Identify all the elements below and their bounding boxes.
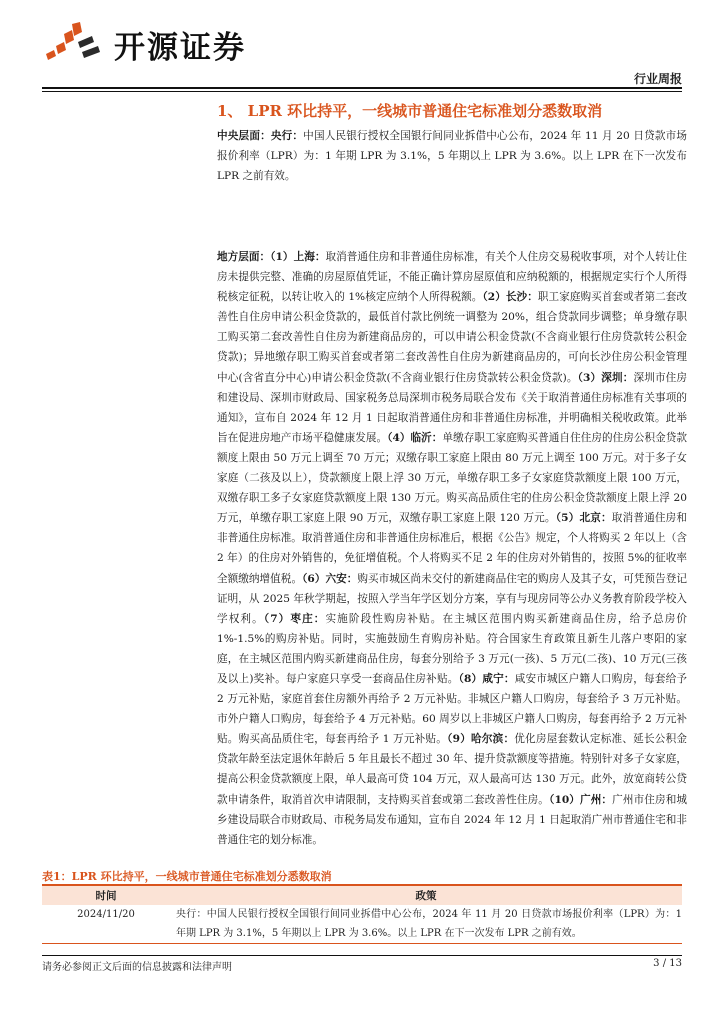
central-paragraph <box>217 126 687 186</box>
central-text: 中国人民银行授权全国银行间同业拆借中心公布，2024 年 11 月 20 日贷款市场报价利率（LPR）为：1 年期 LPR 为 3.1%，5 年期以上 LPR 为 3.6%。以上 LPR 在下一次发布 LPR 之前有效。 <box>217 130 687 183</box>
city-label-beijing: （5）北京： <box>555 512 612 525</box>
city-text-luan: 购买市城区尚未交付的新建商品住宅的购房人及其子女，可凭预告登记证明，从 2025 年秋学期起，按照入学当年学区划分方案，享有与现房同等公办义务教育阶段学校入学权利。 <box>217 572 688 625</box>
city-label-linyi: （4）临沂： <box>387 431 443 444</box>
city-text-harbin: 优化房屋套数认定标准、延长公积金贷款年龄至法定退休年龄后 5 年且最长不超过 30 年、提升贷款额度等措施。特别针对多子女家庭，提高公积金贷款额度上限，单人最高可贷 104 万元，双人最高可达 130 万元。此外，放宽商转公贷款申请条件，取消首次申请限制，支持购买首套或第二套改善性住房。 <box>217 733 688 806</box>
local-paragraph <box>217 247 687 850</box>
table-header-policy: 政策 <box>415 890 437 902</box>
table-cell-time: 2024/11/20 <box>77 909 135 920</box>
footer-disclaimer: 请务必参阅正文后面的信息披露和法律声明 <box>42 962 232 973</box>
city-text-guangzhou: 广州市住房和城乡建设局联合市财政局、市税务局发布通知，宣布自 2024 年 12 月 1 日起取消广州市普通住宅和非普通住宅的划分标准。 <box>217 793 688 846</box>
city-label-harbin: （9）哈尔滨： <box>447 733 515 746</box>
city-label-xianning: （8）咸宁： <box>458 672 515 685</box>
central-label: 中央层面：央行： <box>217 130 304 142</box>
table-header-row <box>42 886 682 905</box>
city-text-beijing: 取消普通住房和非普通住房标准。取消普通住房和非普通住房标准后，根据《公告》规定，个人将购买 2 年以上（含 2 年）的住房对外销售的，免征增值税。个人将购买不足 2 年的住房对外销售的，按照 5%的征收率全额缴纳增值税。 <box>217 512 688 585</box>
city-label-zaozhuang: （7）枣庄： <box>263 612 326 625</box>
table-cell-policy: 央行：中国人民银行授权全国银行间同业拆借中心公布，2024 年 11 月 20 日贷款市场报价利率（LPR）为：1 年期 LPR 为 3.1%，5 年期以上 LPR 为 3.6%。以上 LPR 在下一次发布 LPR 之前有效。 <box>176 909 682 939</box>
local-label: 地方层面： <box>217 251 271 263</box>
section-title: 1、 LPR 环比持平，一线城市普通住宅标准划分悉数取消 <box>217 102 603 120</box>
brand-logo <box>42 20 282 68</box>
page-number: 3 / 13 <box>653 958 682 969</box>
footer-rule <box>42 955 682 956</box>
report-type-tag: 行业周报 <box>633 72 682 86</box>
city-label-guangzhou: （10）广州： <box>549 793 613 806</box>
brand-name: 开源证券 <box>114 29 246 66</box>
city-text-shenzhen: 深圳市住房和建设局、深圳市财政局、国家税务总局深圳市税务局联合发布《关于取消普通住房标准有关事项的通知》，宣布自 2024 年 12 月 1 日起取消普通住房和非普通住房标准，并明确相关税收政策。此举旨在促进房地产市场平稳健康发展。 <box>217 371 688 444</box>
city-label-shanghai: （1）上海： <box>270 251 326 263</box>
header-rule-thin <box>42 91 682 92</box>
city-text-xianning: 咸安市城区户籍人口购房，每套给予 2 万元补贴，家庭首套住房额外再给予 2 万元补贴。非城区户籍人口购房，每套给予 3 万元补贴。市外户籍人口购房，每套给予 4 万元补贴。60 周岁以上非城区户籍人口购房，每套再给予 2 万元补贴。购买高品质住宅，每套再给予 1 万元补贴。 <box>217 672 687 746</box>
brand-logo-icon <box>42 20 106 68</box>
table-bottom-rule <box>42 943 682 944</box>
city-label-luan: （6）六安： <box>302 572 358 585</box>
city-text-zaozhuang: 实施阶段性购房补贴。在主城区范围内购买新建商品住房，给予总房价 1%-1.5%的购房补贴。同时，实施鼓励生育购房补贴。符合国家生育政策且新生儿落户枣阳的家庭，在主城区范围内购买新建商品住房，每套分别给予 3 万元(一孩)、5 万元(二孩)、10 万元(三孩及以上)奖补。每户家庭只享受一套商品住房补贴。 <box>217 612 688 685</box>
table-title: 表1：LPR 环比持平，一线城市普通住宅标准划分悉数取消 <box>42 870 332 883</box>
table-header-time: 时间 <box>95 890 117 902</box>
city-label-shenzhen: （3）深圳： <box>577 371 634 384</box>
header-rule <box>42 87 682 89</box>
city-text-changsha: 职工家庭购买首套或者第二套改善性自住房申请公积金贷款的，最低首付款比例统一调整为 20%，组合贷款同步调整；单身缴存职工购买第二套改善性自住房为新建商品房的，可以申请公积金贷款(不含商业银行住房贷款转公积金贷款)；异地缴存职工购买首套或者第二套改善性自住房为新建商品房的，可向长沙住房公积金管理中心(含省直分中心)申请公积金贷款(不含商业银行住房贷款转公积金贷款)。 <box>217 291 688 384</box>
table-row <box>42 905 682 943</box>
city-text-linyi: 单缴存职工家庭购买普通自住住房的住房公积金贷款额度上限由 50 万元上调至 70 万元；双缴存职工家庭上限由 80 万元上调至 100 万元。对于多子女家庭（二孩及以上），贷款额度上限上浮 30 万元，单缴存职工多子女家庭贷款额度上限 100 万元，双缴存职工多子女家庭贷款额度上限 130 万元。购买高品质住宅的住房公积金贷款额度上限上浮 20 万元，单缴存职工家庭上限 90 万元，双缴存职工家庭上限 120 万元。 <box>217 431 688 525</box>
city-label-changsha: （2）长沙： <box>482 291 538 304</box>
city-text-shanghai: 取消普通住房和非普通住房标准，有关个人住房交易税收事项，对个人转让住房未提供完整、准确的房屋原值凭证，不能正确计算房屋原值和应纳税额的，根据规定实行个人所得税核定征税，以转让收入的 1%核定应纳个人所得税额。 <box>217 251 688 304</box>
